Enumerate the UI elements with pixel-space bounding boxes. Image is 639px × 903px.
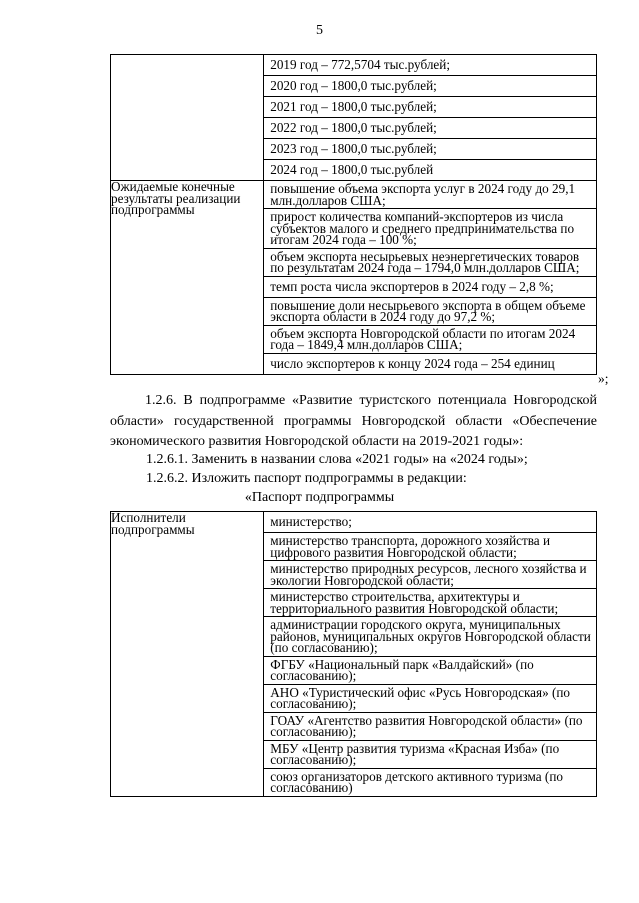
executor-item: АНО «Туристический офис «Русь Новгородская» (по согласованию); (264, 685, 596, 713)
results-item: число экспортеров к концу 2024 года – 254 единиц (270, 355, 555, 371)
table-row (111, 512, 597, 797)
results-item: прирост количества компаний-экспортеров из числа субъектов малого и среднего предпринимательства по итогам 2024 года – 100 %; (264, 209, 596, 249)
funding-item: 2019 год – 772,5704 тыс.рублей; (264, 55, 596, 76)
funding-results-table (110, 54, 597, 375)
empty-label-cell (111, 55, 264, 181)
executors-label: Исполнители подпрограммы (111, 512, 264, 797)
results-label: Ожидаемые конечные результаты реализации подпрограммы (111, 181, 264, 375)
passport-title: «Паспорт подпрограммы (244, 490, 395, 505)
funding-cell (264, 55, 597, 181)
executor-item: министерство природных ресурсов, лесного хозяйства и экологии Новгородской области; (264, 561, 596, 589)
funding-item: 2021 год – 1800,0 тыс.рублей; (264, 97, 596, 118)
executor-item: министерство; (264, 512, 596, 533)
funding-item: 2023 год – 1800,0 тыс.рублей; (264, 139, 596, 160)
page-number: 5 (316, 23, 323, 38)
paragraph-1-2-6-2: 1.2.6.2. Изложить паспорт подпрограммы в редакции: (146, 471, 467, 486)
executor-item: администрации городского округа, муниципальных районов, муниципальных округов Новгородской области (по согласованию); (264, 617, 596, 657)
results-item: темп роста числа экспортеров в 2024 году – 2,8 %; (264, 277, 596, 298)
executor-item: ГОАУ «Агентство развития Новгородской области» (по согласованию); (264, 713, 596, 741)
executor-item: МБУ «Центр развития туризма «Красная Изба» (по согласованию); (264, 741, 596, 769)
results-item: объем экспорта Новгородской области по итогам 2024 года – 1849,4 млн.долларов США; (264, 326, 596, 354)
paragraph-1-2-6-1: 1.2.6.1. Заменить в названии слова «2021 годы» на «2024 годы»; (146, 452, 528, 467)
executor-item: министерство строительства, архитектуры и территориального развития Новгородской области; (264, 589, 596, 617)
executors-cell (264, 512, 597, 797)
table-row (111, 55, 597, 181)
funding-item: 2024 год – 1800,0 тыс.рублей (270, 162, 434, 177)
results-cell (264, 181, 597, 375)
executor-item: союз организаторов детского активного туризма (по согласованию) (270, 768, 563, 795)
executor-item: министерство транспорта, дорожного хозяйства и цифрового развития Новгородской области; (264, 533, 596, 561)
executors-table (110, 511, 597, 797)
paragraph-1-2-6: 1.2.6. В подпрограмме «Развитие туристского потенциала Новгородской области» государственной программы Новгородской области «Обеспечение экономического развития Новгородской области на 2019-2021 годы»: (110, 393, 597, 450)
funding-item: 2020 год – 1800,0 тыс.рублей; (264, 76, 596, 97)
funding-item: 2022 год – 1800,0 тыс.рублей; (264, 118, 596, 139)
results-item: повышение доли несырьевого экспорта в общем объеме экспорта области в 2024 году до 97,2 %; (264, 298, 596, 326)
executor-item: ФГБУ «Национальный парк «Валдайский» (по согласованию); (264, 657, 596, 685)
results-item: повышение объема экспорта услуг в 2024 году до 29,1 млн.долларов США; (264, 181, 596, 209)
closing-quote-mark: »; (598, 371, 609, 386)
results-item: объем экспорта несырьевых неэнергетических товаров по результатам 2024 года – 1794,0 млн.долларов США; (264, 249, 596, 277)
table-row (111, 181, 597, 375)
